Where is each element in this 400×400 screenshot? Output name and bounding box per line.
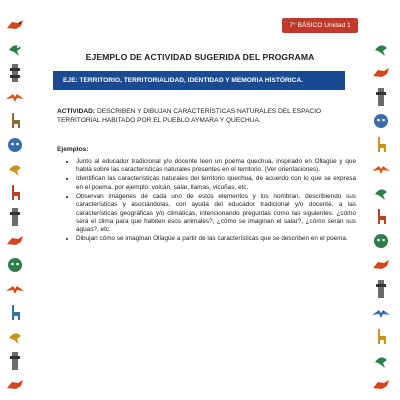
examples-heading: Ejemplos:	[57, 146, 89, 153]
condor-icon	[4, 278, 26, 300]
llama-icon	[4, 182, 26, 204]
mask-icon	[4, 254, 26, 276]
fox-icon	[4, 230, 26, 252]
bird-icon	[370, 182, 392, 204]
list-item: • Dibujan cómo se imaginan Ollagüe a partir de las características que se describen en el poema.	[76, 235, 356, 243]
fox-icon	[370, 254, 392, 276]
totem-figure-icon	[370, 278, 392, 300]
list-item: • Identifican las características naturales del territorio quechua, de acuerdo con lo que se expresa en el poema, por ejemplo: volcán, salar, llamas, vicuñas, etc.	[76, 175, 356, 192]
fox-icon	[370, 62, 392, 84]
fox-icon	[370, 374, 392, 396]
condor-icon	[370, 302, 392, 324]
bird-icon	[4, 158, 26, 180]
llama-icon	[370, 134, 392, 156]
mask-icon	[370, 230, 392, 252]
list-item: • Observan imágenes de cada uno de estos elementos y los nombran, describiendo sus características y asociándolas, con ayuda del educador tradicional y/o docente, a las características geográficas y/o climáticas, intencionando preguntas como las siguientes: ¿cómo será el clima para que habiten esos animales?, ¿cómo se imaginan el salar?, ¿cómo serán sus aguas?, etc.	[76, 193, 356, 235]
fox-icon	[4, 374, 26, 396]
totem-figure-icon	[4, 350, 26, 372]
llama-icon	[370, 206, 392, 228]
llama-icon	[4, 110, 26, 132]
totem-figure-icon	[370, 86, 392, 108]
activity-label: ACTIVIDAD:	[57, 108, 96, 115]
condor-icon	[370, 158, 392, 180]
list-item: • Junto al educador tradicional y/o docente leen un poema quechua, inspirado en Ollagüe y que habla sobre las características naturales presentes en el territorio. (Ver orientaciones).	[76, 158, 356, 175]
axis-banner: EJE: TERRITORIO, TERRITORIALIDAD, IDENTIDAD Y MEMORIA HISTÓRICA.	[53, 71, 345, 90]
condor-icon	[4, 86, 26, 108]
activity-text: DESCRIBEN Y DIBUJAN CARACTERÍSTICAS NATURALES DEL ESPACIO TERRITORIAL HABITADO POR EL PUEBLO AYMARA Y QUECHUA.	[57, 108, 322, 124]
page-title: EJEMPLO DE ACTIVIDAD SUGERIDA DEL PROGRAMA	[85, 52, 315, 62]
bird-icon	[370, 350, 392, 372]
totem-figure-icon	[4, 206, 26, 228]
llama-icon	[370, 326, 392, 348]
grade-unit-badge: 7° BÁSICO Unidad 1	[282, 18, 358, 33]
examples-list	[64, 158, 356, 244]
bird-icon	[4, 326, 26, 348]
activity-block	[57, 108, 339, 125]
totem-figure-icon	[4, 62, 26, 84]
mask-icon	[4, 134, 26, 156]
fox-icon	[4, 14, 26, 36]
llama-icon	[4, 302, 26, 324]
mask-icon	[370, 110, 392, 132]
